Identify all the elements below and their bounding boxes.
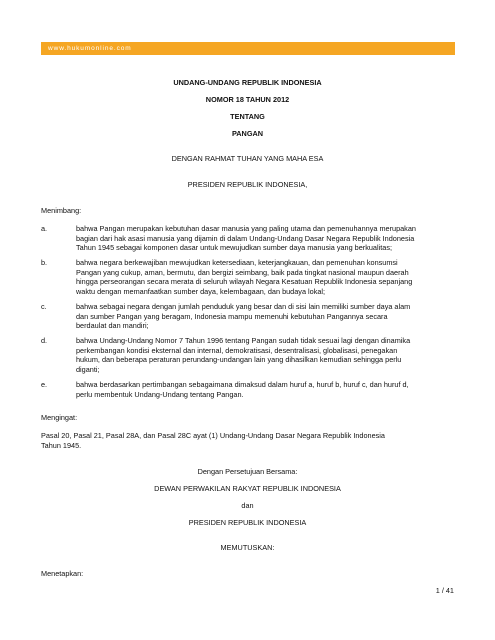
list-item-line: bahwa sebagai negara dengan jumlah penduduk yang besar dan di sisi lain memiliki sumber daya alam: [76, 302, 411, 311]
preamble-line-1: DENGAN RAHMAT TUHAN YANG MAHA ESA: [171, 154, 324, 163]
persetujuan-dpr: DEWAN PERWAKILAN RAKYAT REPUBLIK INDONESIA: [154, 484, 341, 493]
list-item-line: diganti;: [76, 364, 100, 374]
list-item-text: [76, 224, 457, 253]
list-item-line: bahwa Pangan merupakan kebutuhan dasar manusia yang paling utama dan pemenuhannya merupakan: [76, 224, 416, 233]
list-item-letter: e.: [41, 380, 48, 389]
law-about-label: TENTANG: [230, 112, 265, 121]
preamble-line-2: PRESIDEN REPUBLIK INDONESIA,: [187, 180, 308, 189]
list-item-letter: d.: [41, 336, 48, 345]
list-item-text: [76, 258, 457, 296]
memutuskan-heading: MEMUTUSKAN:: [220, 543, 275, 552]
list-item-line: hingga perseorangan secara merata di seluruh wilayah Negara Kesatuan Republik Indonesia sepanjang: [76, 277, 413, 287]
list-item-text: [76, 336, 457, 374]
list-item-line: waktu dengan memanfaatkan sumber daya, kelembagaan, dan budaya lokal;: [76, 286, 326, 296]
list-item-line: berdaulat dan mandiri;: [76, 321, 149, 331]
list-item-line: bahwa Undang-Undang Nomor 7 Tahun 1996 tentang Pangan sudah tidak sesuai lagi dengan dinamika: [76, 336, 411, 345]
menetapkan-label: Menetapkan:: [41, 569, 84, 578]
mengingat-text-line-1: Pasal 20, Pasal 21, Pasal 28A, dan Pasal 28C ayat (1) Undang-Undang Dasar Negara Republik Indonesia: [41, 431, 385, 440]
menimbang-label: Menimbang:: [41, 206, 82, 215]
list-item-line: perkembangan kondisi eksternal dan internal, demokratisasi, desentralisasi, globalisasi, penegakan: [76, 345, 398, 355]
law-title: UNDANG-UNDANG REPUBLIK INDONESIA: [173, 78, 322, 87]
list-item-line: Tahun 1945 sebagai komponen dasar untuk mewujudkan sumber daya manusia yang berkualitas;: [76, 243, 392, 253]
page-number: 1 / 41: [435, 586, 454, 595]
list-item-line: perlu membentuk Undang-Undang tentang Pangan.: [76, 389, 244, 399]
list-item-letter: c.: [41, 302, 47, 311]
law-number: NOMOR 18 TAHUN 2012: [205, 95, 290, 104]
persetujuan-heading: Dengan Persetujuan Bersama:: [197, 467, 298, 476]
persetujuan-president: PRESIDEN REPUBLIK INDONESIA: [188, 518, 307, 527]
mengingat-text-line-2: Tahun 1945.: [41, 441, 82, 450]
list-item-line: bagian dari hak asasi manusia yang dijamin di dalam Undang-Undang Dasar Negara Republik Indonesia: [76, 233, 415, 243]
list-item-line: hukum, dan beberapa peraturan perundang-undangan lain yang dihasilkan kemudian sehingga perlu: [76, 355, 402, 365]
site-banner: [41, 42, 455, 55]
list-item-text: [76, 380, 457, 399]
mengingat-label: Mengingat:: [41, 413, 78, 422]
list-item-line: bahwa berdasarkan pertimbangan sebagaimana dimaksud dalam huruf a, huruf b, huruf c, dan huruf d,: [76, 380, 409, 389]
list-item-letter: a.: [41, 224, 48, 233]
list-item-letter: b.: [41, 258, 48, 267]
law-subject: PANGAN: [231, 129, 264, 138]
list-item-line: Pangan yang cukup, aman, bermutu, dan bergizi seimbang, baik pada tingkat nasional maupun daerah: [76, 267, 409, 277]
persetujuan-conjunction: dan: [241, 501, 254, 510]
list-item-line: bahwa negara berkewajiban mewujudkan ketersediaan, keterjangkauan, dan pemenuhan konsumsi: [76, 258, 398, 267]
list-item-text: [76, 302, 457, 331]
list-item-line: dan sumber Pangan yang beragam, Indonesia mampu memenuhi kebutuhan Pangannya secara: [76, 311, 388, 321]
site-banner-text: www.hukumonline.com: [48, 45, 132, 52]
